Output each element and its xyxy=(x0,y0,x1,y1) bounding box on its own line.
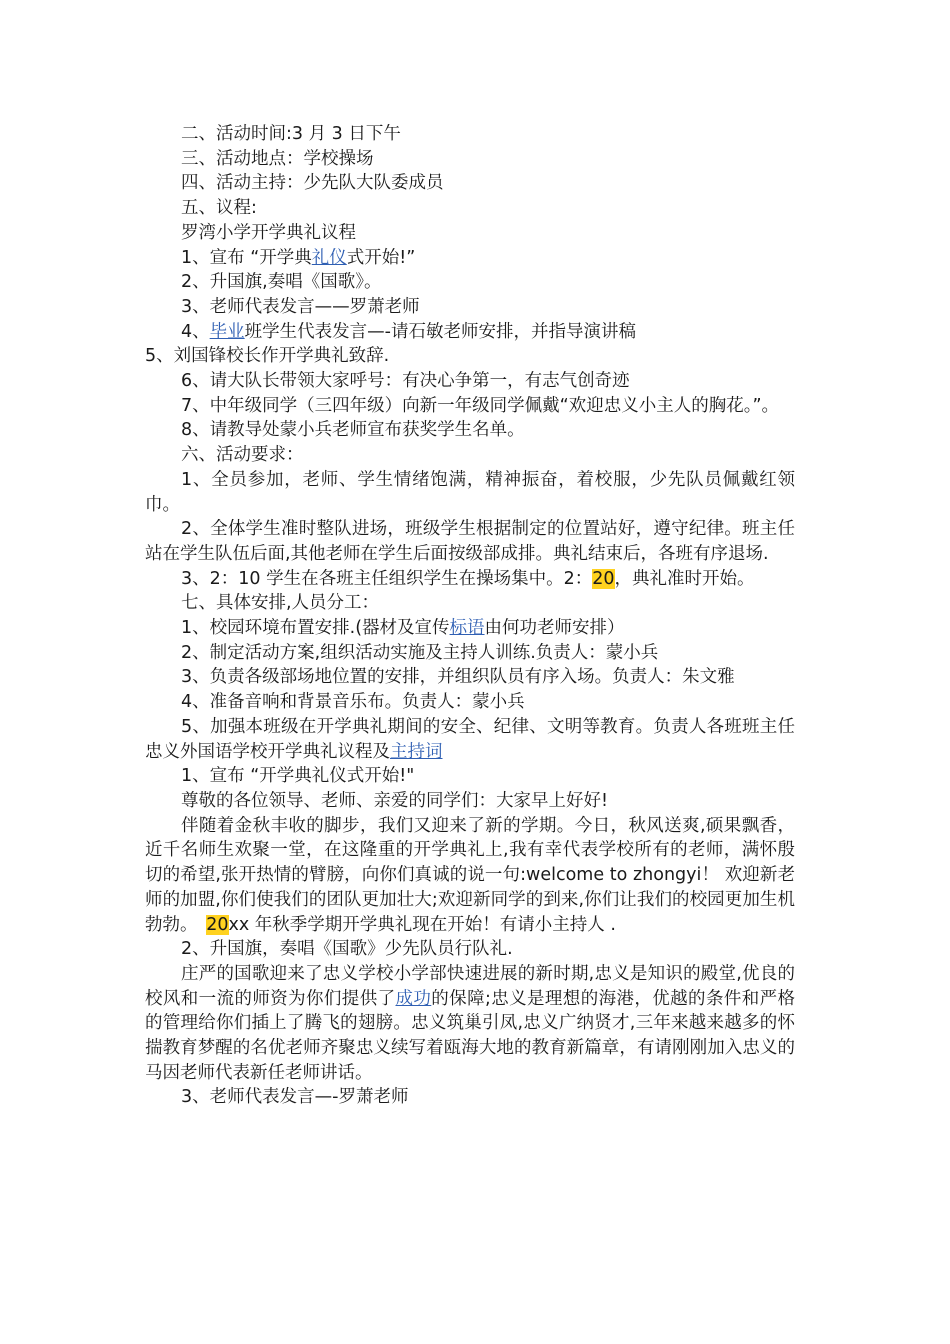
paragraph: 2、全体学生准时整队进场，班级学生根据制定的位置站好，遵守纪律。班主任站在学生队伍后面,其他老师在学生后面按级部成排。典礼结束后，各班有序退场. xyxy=(145,519,795,564)
paragraph xyxy=(145,962,795,1086)
text-run: 1、宣布 “开学典 xyxy=(181,247,312,268)
paragraph: 2、升国旗，奏唱《国歌》少先队员行队礼. xyxy=(181,939,513,960)
text-run: 式开始!” xyxy=(346,247,416,268)
paragraph xyxy=(145,246,795,271)
link-biye[interactable]: 毕业 xyxy=(209,321,245,342)
paragraph: 2、制定活动方案,组织活动实施及主持人训练.负责人：蒙小兵 xyxy=(181,642,659,663)
paragraph: 1、全员参加，老师、学生情绪饱满，精神振奋，着校服，少先队员佩戴红领巾。 xyxy=(145,469,795,515)
paragraph: 六、活动要求： xyxy=(181,445,304,466)
paragraph: 罗湾小学开学典礼议程 xyxy=(181,222,356,243)
text-run: 4、 xyxy=(181,321,210,342)
text-run: 5、加强本班级在开学典礼期间的安全、纪律、文明等教育。负责人各班班主任忠义外国语学校开学典礼议程及 xyxy=(145,716,795,762)
link-liyi[interactable]: 礼仪 xyxy=(311,247,347,268)
paragraph: 三、活动地点：学校操场 xyxy=(181,148,374,169)
text-run: 由何功老师安排） xyxy=(484,618,625,639)
paragraph: 3、老师代表发言—-罗萧老师 xyxy=(181,1087,409,1108)
text-run: 3、2：10 学生在各班主任组织学生在操场集中。2： xyxy=(181,568,593,589)
text-run: 的保障;忠义是理想的海港，优越的条件和严格的管理给你们插上了腾飞的翅膀。忠义筑巢引凤,忠义广纳贤才,三年来越来越多的怀揣教育梦醒的名优老师齐聚忠义续写着瓯海大地的教育新篇章，有请刚刚加入忠义的马因老师代表新任老师讲话。 xyxy=(145,988,796,1083)
highlighted-number: 20 xyxy=(206,914,229,935)
text-run: 1、校园环境布置安排.(器材及宣传 xyxy=(181,618,450,639)
link-biaoyu[interactable]: 标语 xyxy=(449,618,485,639)
text-run: 伴随着金秋丰收的脚步，我们又迎来了新的学期。今日，秋风送爽,硕果飘香，近千名师生欢聚一堂，在这隆重的开学典礼上,我有幸代表学校所有的老师，满怀殷切的希望,张开热情的臂膀，向你们真诚的说一句:welcome to zhongyi！ 欢迎新老师的加盟,你们使我们的团队更加壮大;欢迎新同学的到来,你们让我们的校园更加生机勃勃。 xyxy=(145,815,795,935)
text-run: xx 年秋季学期开学典礼现在开始！有请小主持人 . xyxy=(228,914,616,935)
paragraph: 五、议程: xyxy=(181,198,257,219)
paragraph: 四、活动主持：少先队大队委成员 xyxy=(181,173,444,194)
paragraph: 七、具体安排,人员分工： xyxy=(181,593,380,614)
link-zhuchici[interactable]: 主持词 xyxy=(390,741,443,762)
paragraph xyxy=(145,715,795,764)
paragraph: 8、请教导处蒙小兵老师宣布获奖学生名单。 xyxy=(181,420,525,441)
paragraph: 3、负责各级部场地位置的安排，并组织队员有序入场。负责人：朱文雅 xyxy=(181,667,735,688)
link-chenggong[interactable]: 成功 xyxy=(395,988,432,1009)
paragraph xyxy=(145,567,795,592)
paragraph: 3、老师代表发言——罗萧老师 xyxy=(181,296,420,317)
paragraph: 1、宣布 “开学典礼仪式开始!" xyxy=(181,766,415,787)
highlighted-number: 20 xyxy=(592,568,615,589)
text-run: 庄严的国歌迎来了忠义学校小学部快速进展的新时期,忠义是知识的殿堂,优良的校风和一流的师资为你们提供了 xyxy=(145,963,795,1009)
document-body xyxy=(145,122,795,1110)
paragraph xyxy=(145,320,795,345)
paragraph: 6、请大队长带领大家呼号：有决心争第一，有志气创奇迹 xyxy=(181,371,630,392)
text-run: ，典礼准时开始。 xyxy=(614,568,755,589)
paragraph xyxy=(145,814,795,938)
paragraph xyxy=(145,616,795,641)
paragraph: 二、活动时间:3 月 3 日下午 xyxy=(181,124,401,144)
paragraph: 5、刘国锋校长作开学典礼致辞. xyxy=(145,346,390,367)
paragraph: 2、升国旗,奏唱《国歌》。 xyxy=(181,272,382,293)
paragraph: 尊敬的各位领导、老师、亲爱的同学们：大家早上好好! xyxy=(181,790,609,811)
text-run: 班学生代表发言—-请石敏老师安排，并指导演讲稿 xyxy=(244,321,636,342)
paragraph: 7、中年级同学（三四年级）向新一年级同学佩戴“欢迎忠义小主人的胸花。”。 xyxy=(181,395,780,416)
paragraph: 4、准备音响和背景音乐布。负责人：蒙小兵 xyxy=(181,692,525,713)
